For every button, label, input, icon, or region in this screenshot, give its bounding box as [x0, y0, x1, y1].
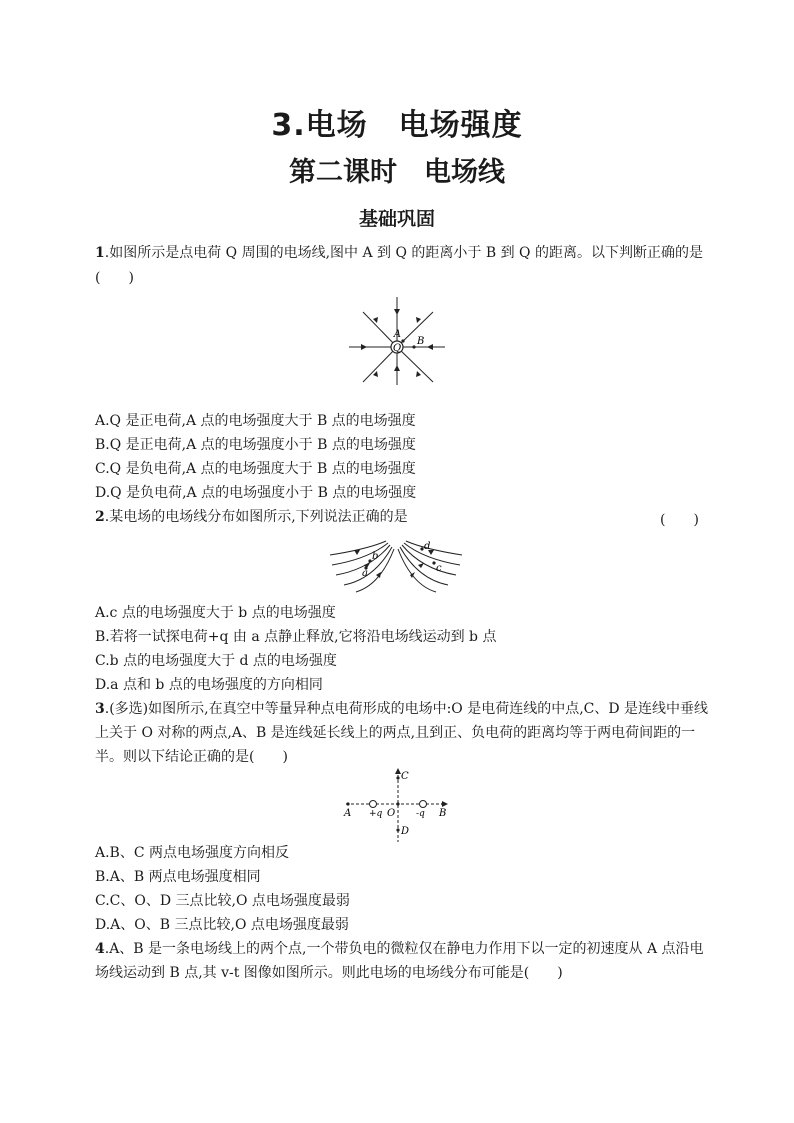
q1-arrow [427, 344, 433, 350]
q1-option-c: C.Q 是负电荷,A 点的电场强度大于 B 点的电场强度 [95, 461, 416, 477]
q1-field-line-nw [363, 312, 397, 347]
q2-figure [328, 535, 464, 593]
q4-stem-line-2: 场线运动到 B 点,其 v-t 图像如图所示。则此电场的电场线分布可能是( ) [95, 965, 563, 981]
q2-bracket: ( ) [660, 512, 699, 528]
q3-option-b: B.A、B 两点电场强度相同 [95, 869, 261, 885]
q1-bracket: ( ) [95, 270, 134, 286]
q3-option-a: A.B、C 两点电场强度方向相反 [95, 845, 290, 861]
q2-field-line [406, 541, 462, 555]
q1-option-a: A.Q 是正电荷,A 点的电场强度大于 B 点的电场强度 [95, 413, 416, 429]
q1-option-d: D.Q 是负电荷,A 点的电场强度小于 B 点的电场强度 [95, 485, 417, 501]
q3-label-a: A [344, 808, 352, 819]
page-title: 3.电场 电场强度 [271, 108, 523, 143]
q1-point-a [401, 339, 404, 342]
q3-label-b: B [439, 808, 447, 819]
q3-number: 3 [95, 701, 105, 717]
q2-stem-text: .某电场的电场线分布如图所示,下列说法正确的是 [104, 509, 408, 525]
q1-label-a: A [393, 329, 401, 340]
q1-arrow [394, 309, 400, 315]
q1-point-b [412, 345, 415, 348]
q1-arrow [373, 371, 378, 377]
q3-stem-text-1: .(多选)如图所示,在真空中等量异种点电荷形成的电场中:O 是电荷连线的中点,C、D 是连线中垂线 [104, 701, 709, 717]
q2-label-d: d [424, 541, 431, 552]
q3-option-d: D.A、O、B 三点比较,O 点电场强度最弱 [95, 917, 349, 933]
q1-arrow [361, 344, 367, 350]
q2-field-line [332, 543, 388, 565]
q2-label-a: a [362, 568, 368, 579]
q3-label-plus-q: +q [369, 809, 383, 819]
q3-stem-line-1 [95, 699, 708, 719]
q3-label-minus-q: -q [416, 809, 425, 819]
q1-field-line-sw [363, 347, 397, 382]
q1-option-b: B.Q 是正电荷,A 点的电场强度小于 B 点的电场强度 [95, 437, 416, 453]
q3-stem-line-3: 半。则以下结论正确的是( ) [95, 749, 288, 765]
q1-arrow [373, 317, 378, 323]
q2-label-c: c [436, 563, 442, 574]
q3-option-c: C.C、O、D 三点比较,O 点电场强度最弱 [95, 893, 350, 909]
q2-number: 2 [95, 509, 105, 525]
q2-option-c: C.b 点的电场强度大于 d 点的电场强度 [95, 653, 337, 669]
q2-stem [95, 507, 408, 527]
q2-field-line [404, 543, 460, 565]
q3-stem-line-2: 上关于 O 对称的两点,A、B 是连线延长线上的两点,且到正、负电荷的距离均等于两电荷间距的一 [95, 725, 696, 741]
page-subtitle: 第二课时 电场线 [289, 157, 505, 188]
q1-number: 1 [95, 245, 105, 261]
q4-number: 4 [95, 941, 105, 957]
q1-arrow [416, 317, 421, 323]
q1-figure [345, 295, 449, 387]
q3-point-a [346, 802, 349, 805]
q3-point-d [396, 828, 399, 831]
q2-arrow [354, 550, 360, 555]
q2-arrow [418, 563, 424, 568]
q3-label-o: O [387, 808, 396, 819]
q3-point-b [441, 802, 444, 805]
q4-stem-text-1: .A、B 是一条电场线上的两个点,一个带负电的微粒仅在静电力作用下以一定的初速度从 A 点沿电 [104, 941, 704, 957]
q2-option-b: B.若将一试探电荷+q 由 a 点静止释放,它将沿电场线运动到 b 点 [95, 629, 497, 645]
q2-option-d: D.a 点和 b 点的电场强度的方向相同 [95, 677, 323, 693]
q3-point-o [396, 802, 399, 805]
q1-arrow [416, 371, 421, 377]
q3-point-c [396, 776, 399, 779]
q3-negative-charge [420, 801, 427, 808]
q1-label-b: B [417, 336, 425, 347]
q1-stem [95, 243, 703, 263]
q2-label-b: b [372, 551, 379, 562]
q1-field-line-se [397, 347, 433, 382]
q4-stem-line-1 [95, 939, 704, 959]
q1-label-q: Q [392, 343, 402, 354]
section-heading: 基础巩固 [358, 208, 435, 230]
q2-option-a: A.c 点的电场强度大于 b 点的电场强度 [95, 605, 336, 621]
q3-label-c: C [401, 771, 409, 782]
q2-field-line [398, 549, 436, 592]
q3-figure [338, 768, 458, 844]
q3-label-d: D [401, 826, 410, 837]
q1-stem-text: .如图所示是点电荷 Q 周围的电场线,图中 A 到 Q 的距离小于 B 到 Q 的距离。以下判断正确的是 [104, 245, 703, 261]
q1-arrow [394, 365, 400, 371]
q3-positive-charge [370, 801, 377, 808]
